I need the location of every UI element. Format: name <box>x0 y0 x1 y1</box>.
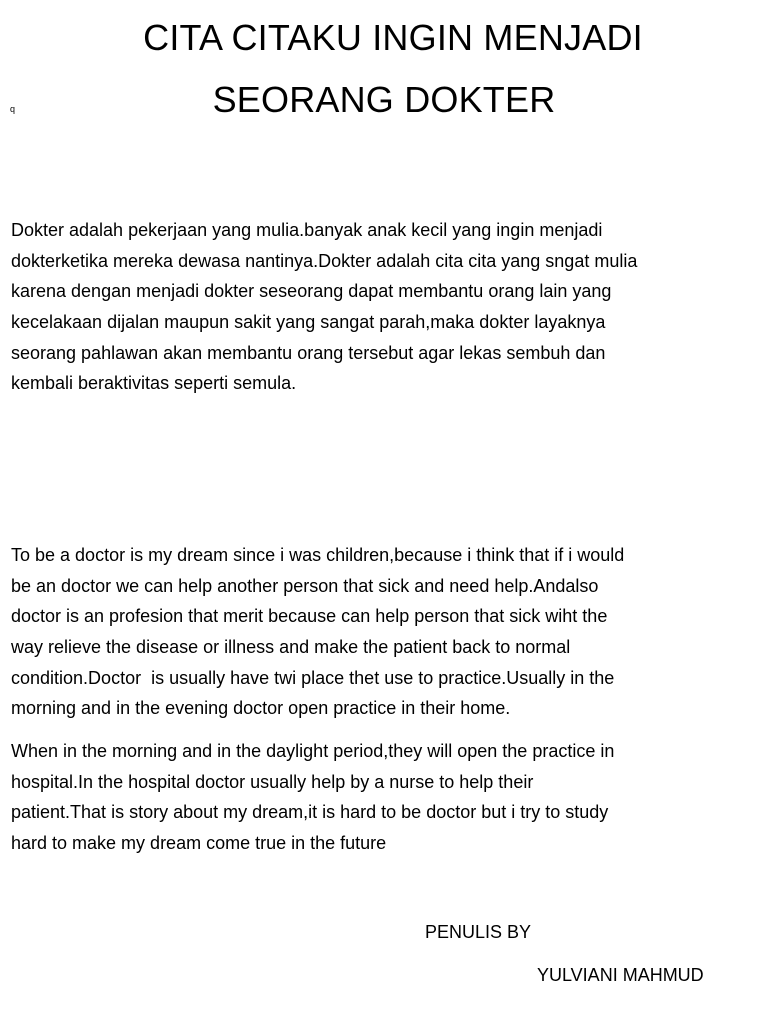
paragraph-line: hospital.In the hospital doctor usually help by a nurse to help their <box>11 771 534 792</box>
paragraph-english-1 <box>11 540 757 724</box>
paragraph-line: kembali beraktivitas seperti semula. <box>11 373 297 394</box>
paragraph-line: Dokter adalah pekerjaan yang mulia.banyak anak kecil yang ingin menjadi <box>11 220 603 240</box>
page-title-line-2: SEORANG DOKTER <box>212 79 556 120</box>
paragraph-line: kecelakaan dijalan maupun sakit yang sangat parah,maka dokter layaknya <box>11 312 606 333</box>
paragraph-line: When in the morning and in the daylight period,they will open the practice in <box>11 741 615 761</box>
paragraph-line: condition.Doctor is usually have twi place thet use to practice.Usually in the <box>11 667 615 688</box>
paragraph-indonesian <box>11 215 757 399</box>
paragraph-line: way relieve the disease or illness and make the patient back to normal <box>11 637 571 658</box>
paragraph-line: karena dengan menjadi dokter seseorang dapat membantu orang lain yang <box>11 281 612 302</box>
stray-character: q <box>10 104 16 114</box>
paragraph-line: seorang pahlawan akan membantu orang tersebut agar lekas sembuh dan <box>11 342 606 363</box>
paragraph-line: morning and in the evening doctor open practice in their home. <box>11 698 511 719</box>
paragraph-line: doctor is an profesion that merit because can help person that sick wiht the <box>11 606 608 627</box>
paragraph-line: be an doctor we can help another person that sick and need help.Andalso <box>11 575 599 596</box>
author-name: YULVIANI MAHMUD <box>537 965 704 985</box>
paragraph-line: patient.That is story about my dream,it is hard to be doctor but i try to study <box>11 802 609 823</box>
paragraph-line: hard to make my dream come true in the future <box>11 833 387 854</box>
author-label: PENULIS BY <box>425 922 532 942</box>
page-title-line-1: CITA CITAKU INGIN MENJADI <box>143 17 643 58</box>
paragraph-line: dokterketika mereka dewasa nantinya.Dokter adalah cita cita yang sngat mulia <box>11 250 638 271</box>
paragraph-english-2 <box>11 736 757 859</box>
paragraph-line: To be a doctor is my dream since i was children,because i think that if i would <box>11 545 625 565</box>
